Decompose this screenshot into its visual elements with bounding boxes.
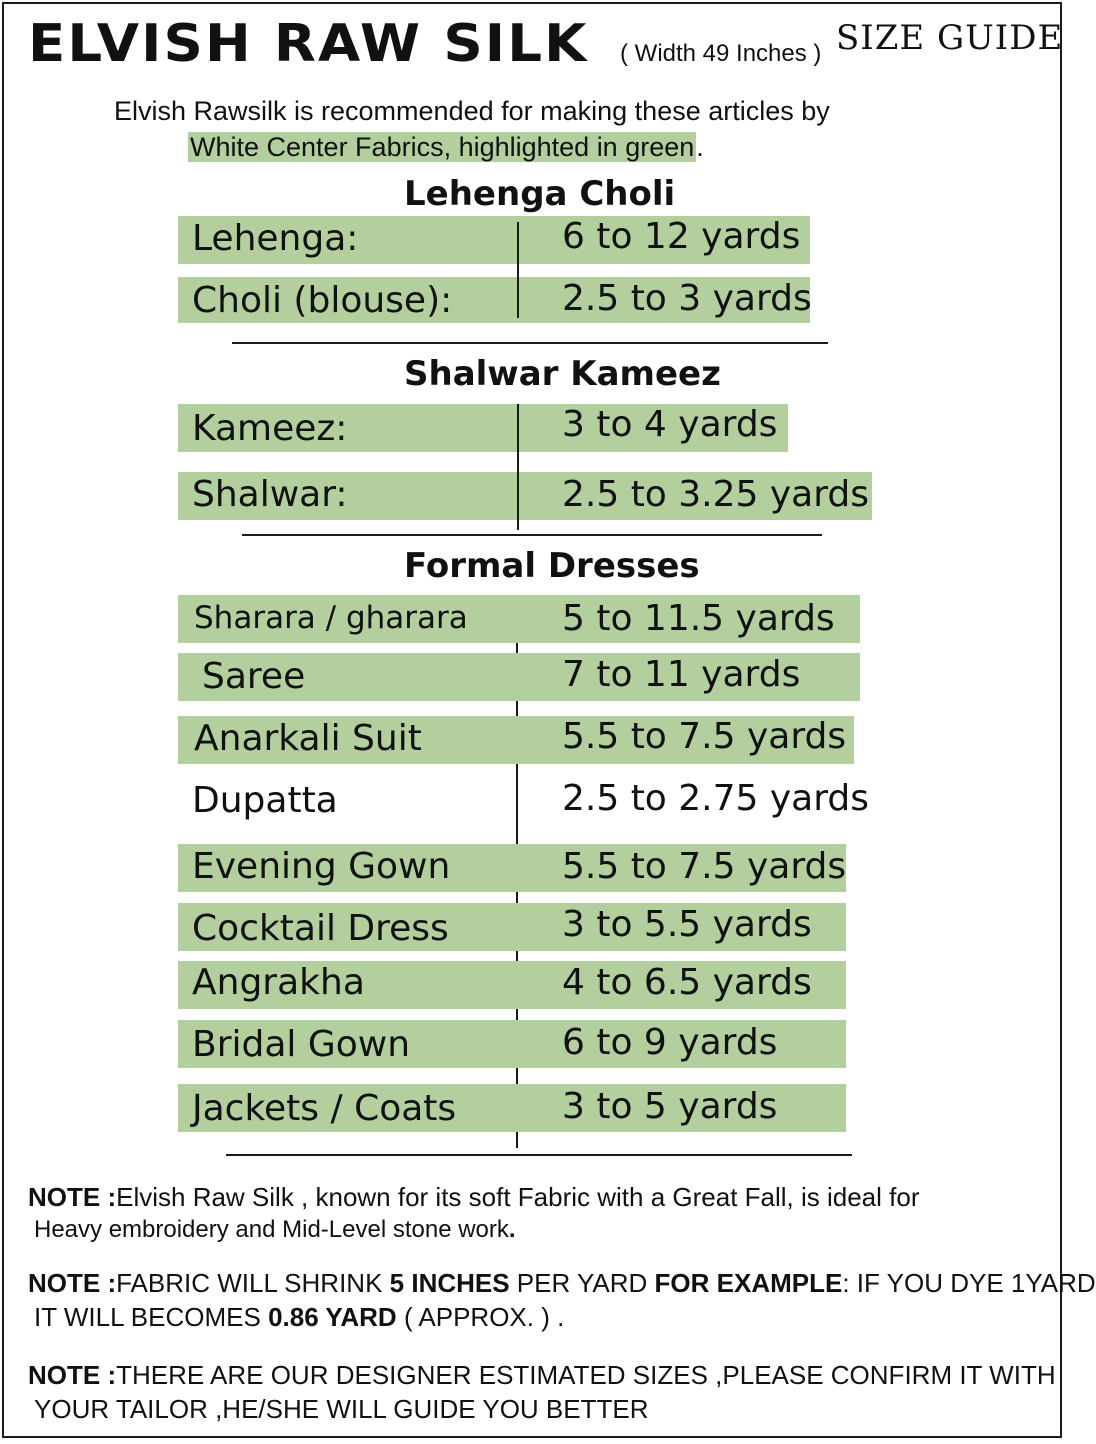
row-value-saree: 7 to 11 yards bbox=[562, 654, 801, 695]
note-1-period: . bbox=[508, 1216, 516, 1243]
row-value-angrakha: 4 to 6.5 yards bbox=[562, 962, 812, 1003]
note-2-bold-c: 0.86 YARD bbox=[268, 1302, 397, 1332]
section-title-lehenga-choli: Lehenga Choli bbox=[404, 174, 676, 214]
row-value-bridal-gown: 6 to 9 yards bbox=[562, 1022, 778, 1063]
width-note: ( Width 49 Inches ) bbox=[620, 40, 822, 67]
note-2-text-b: PER YARD bbox=[509, 1268, 655, 1298]
row-label-kameez: Kameez: bbox=[192, 408, 348, 449]
row-value-kameez: 3 to 4 yards bbox=[562, 404, 778, 445]
note-2-text-a: FABRIC WILL SHRINK bbox=[116, 1268, 390, 1298]
note-2-text-e: ( APPROX. ) . bbox=[396, 1302, 565, 1332]
note-2-prefix: NOTE : bbox=[28, 1268, 117, 1298]
column-divider-lehenga-choli bbox=[517, 222, 519, 318]
note-3-text: THERE ARE OUR DESIGNER ESTIMATED SIZES ,PLEASE CONFIRM IT WITH bbox=[116, 1360, 1056, 1390]
section-divider-3 bbox=[226, 1154, 852, 1156]
row-value-choli: 2.5 to 3 yards bbox=[562, 278, 812, 319]
note-2-bold-b: FOR EXAMPLE bbox=[654, 1268, 843, 1298]
row-label-evening-gown: Evening Gown bbox=[192, 846, 451, 887]
row-value-sharara: 5 to 11.5 yards bbox=[562, 598, 835, 639]
note-2-bold-a: 5 INCHES bbox=[389, 1268, 510, 1298]
note-2-text-c: : IF YOU DYE 1YARD bbox=[842, 1268, 1096, 1298]
row-value-evening-gown: 5.5 to 7.5 yards bbox=[562, 846, 847, 887]
intro-line-2 bbox=[188, 132, 704, 163]
row-label-sharara: Sharara / gharara bbox=[194, 600, 468, 636]
page-title: ELVISH RAW SILK bbox=[28, 14, 589, 74]
column-divider-shalwar-kameez bbox=[517, 404, 519, 530]
row-label-cocktail-dress: Cocktail Dress bbox=[192, 908, 449, 949]
section-title-formal-dresses: Formal Dresses bbox=[404, 546, 700, 586]
row-label-saree: Saree bbox=[202, 656, 306, 697]
note-1-prefix: NOTE : bbox=[28, 1182, 117, 1212]
note-2-line-2 bbox=[34, 1302, 564, 1333]
row-label-shalwar: Shalwar: bbox=[192, 474, 348, 515]
note-2-line-1 bbox=[28, 1268, 1096, 1299]
section-divider-2 bbox=[242, 534, 822, 536]
row-label-bridal-gown: Bridal Gown bbox=[192, 1024, 411, 1065]
note-1-line-1 bbox=[28, 1182, 919, 1213]
intro-highlight: White Center Fabrics, highlighted in green bbox=[190, 132, 695, 162]
row-label-dupatta: Dupatta bbox=[192, 780, 338, 821]
row-label-jackets-coats: Jackets / Coats bbox=[192, 1088, 457, 1129]
section-divider-1 bbox=[232, 342, 828, 344]
row-label-choli: Choli (blouse): bbox=[192, 280, 453, 321]
row-label-lehenga: Lehenga: bbox=[192, 218, 359, 259]
note-1-text-2: Heavy embroidery and Mid-Level stone work bbox=[34, 1216, 509, 1243]
intro-line-1: Elvish Rawsilk is recommended for making these articles by bbox=[114, 96, 830, 126]
row-value-jackets-coats: 3 to 5 yards bbox=[562, 1086, 778, 1127]
row-value-lehenga: 6 to 12 yards bbox=[562, 216, 801, 257]
size-guide-label: SIZE GUIDE bbox=[836, 18, 1064, 58]
note-3-text-2: YOUR TAILOR ,HE/SHE WILL GUIDE YOU BETTER bbox=[34, 1394, 649, 1424]
note-3-prefix: NOTE : bbox=[28, 1360, 117, 1390]
row-value-anarkali: 5.5 to 7.5 yards bbox=[562, 716, 847, 757]
row-value-cocktail-dress: 3 to 5.5 yards bbox=[562, 904, 812, 945]
note-3-line-1 bbox=[28, 1360, 1056, 1391]
row-value-dupatta: 2.5 to 2.75 yards bbox=[562, 778, 870, 819]
note-1-text: Elvish Raw Silk , known for its soft Fabric with a Great Fall, is ideal for bbox=[116, 1182, 920, 1212]
note-3-line-2 bbox=[34, 1394, 649, 1425]
row-label-angrakha: Angrakha bbox=[192, 962, 365, 1003]
row-value-shalwar: 2.5 to 3.25 yards bbox=[562, 474, 870, 515]
row-label-anarkali: Anarkali Suit bbox=[194, 718, 422, 759]
section-title-shalwar-kameez: Shalwar Kameez bbox=[404, 354, 721, 394]
note-1-line-2 bbox=[34, 1216, 516, 1244]
note-2-text-d: IT WILL BECOMES bbox=[34, 1302, 269, 1332]
intro-period: . bbox=[696, 132, 704, 162]
